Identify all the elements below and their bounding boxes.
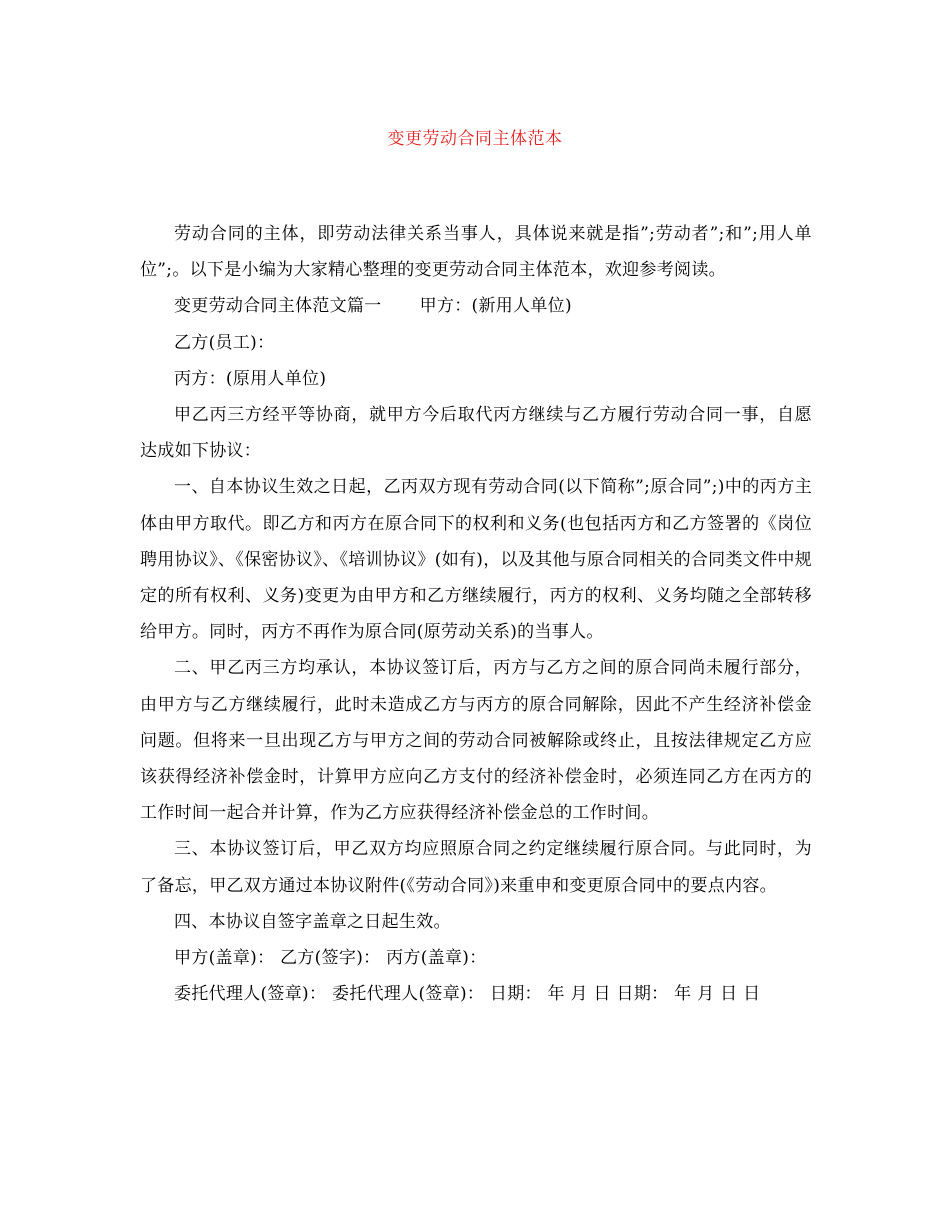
clause-four: 四、本协议自签字盖章之日起生效。 xyxy=(174,911,451,932)
agent-date-line: 委托代理人(签章)： 委托代理人(签章)： 日期： 年 月 日 日期： 年 月 日 日 xyxy=(174,984,761,1005)
document-title: 变更劳动合同主体范本 xyxy=(387,129,563,149)
sample-heading-line xyxy=(140,288,812,324)
document-body xyxy=(140,216,812,1012)
party-a-label: 甲方：(新用人单位) xyxy=(419,296,572,317)
intro-paragraph: 劳动合同的主体，即劳动法律关系当事人，具体说来就是指”;劳动者”;和”;用人单位”;。以下是小编为大家精心整理的变更劳动合同主体范本，欢迎参考阅读。 xyxy=(140,224,812,281)
sample-heading: 变更劳动合同主体范文篇一 xyxy=(174,296,382,317)
preamble-paragraph: 甲乙丙三方经平等协商，就甲方今后取代丙方继续与乙方履行劳动合同一事，自愿达成如下协议： xyxy=(140,405,812,462)
party-c-label: 丙方：(原用人单位) xyxy=(174,368,327,389)
clause-one: 一、自本协议生效之日起，乙丙双方现有劳动合同(以下简称”;原合同”;)中的丙方主体由甲方取代。即乙方和丙方在原合同下的权利和义务(也包括丙方和乙方签署的《岗位聘用协议》、《保密协议》、《培训协议》(如有)，以及其他与原合同相关的合同类文件中规定的所有权利、义务)变更为由甲方和乙方继续履行，丙方的权利、义务均随之全部转移给甲方。同时，丙方不再作为原合同(原劳动关系)的当事人。 xyxy=(140,477,812,643)
clause-two: 二、甲乙丙三方均承认，本协议签订后，丙方与乙方之间的原合同尚未履行部分，由甲方与乙方继续履行，此时未造成乙方与丙方的原合同解除，因此不产生经济补偿金问题。但将来一旦出现乙方与甲方之间的劳动合同被解除或终止，且按法律规定乙方应该获得经济补偿金时，计算甲方应向乙方支付的经济补偿金时，必须连同乙方在丙方的工作时间一起合并计算，作为乙方应获得经济补偿金总的工作时间。 xyxy=(140,658,812,824)
clause-three: 三、本协议签订后，甲乙双方均应照原合同之约定继续履行原合同。与此同时，为了备忘，甲乙双方通过本协议附件(《劳动合同》)来重申和变更原合同中的要点内容。 xyxy=(140,839,812,896)
signature-line: 甲方(盖章)： 乙方(签字)： 丙方(盖章)： xyxy=(174,948,487,969)
party-b-label: 乙方(员工)： xyxy=(174,332,275,353)
